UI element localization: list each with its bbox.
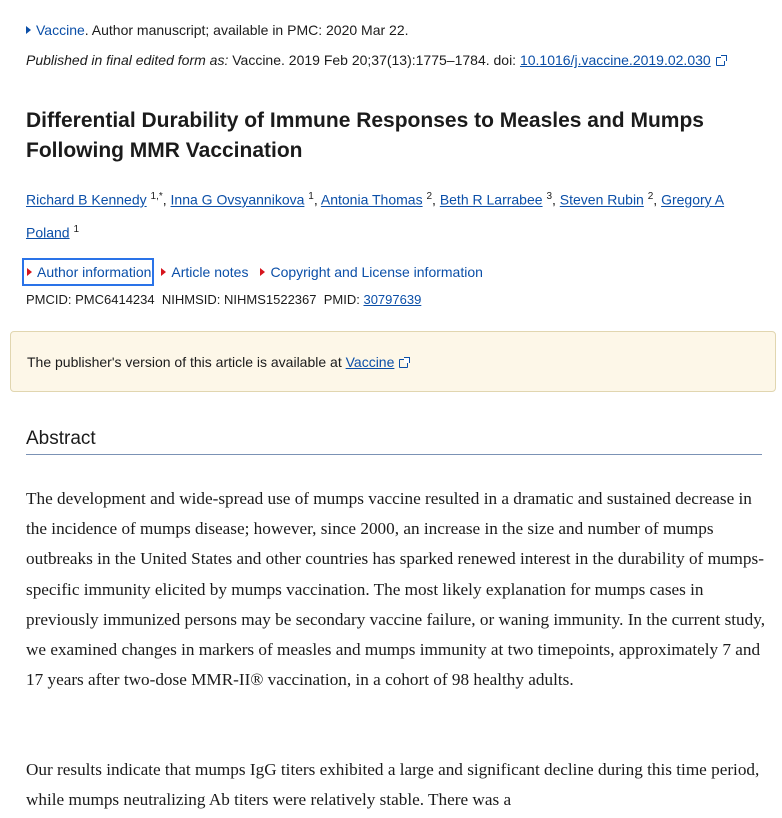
citation: Vaccine. 2019 Feb 20;37(13):1775–1784. doi:: [228, 52, 520, 68]
article-info-tabs: [22, 258, 490, 286]
abstract-paragraph: Our results indicate that mumps IgG titers exhibited a large and significant decline during this time period, while mumps neutralizing Ab titers were relatively stable. There was a: [26, 760, 760, 810]
doi-link[interactable]: 10.1016/j.vaccine.2019.02.030: [519, 52, 711, 68]
author-affiliation: 3: [546, 191, 552, 202]
author-information-toggle[interactable]: [22, 258, 154, 286]
publisher-link[interactable]: Vaccine: [345, 354, 395, 370]
author-information-label: Author information: [37, 264, 152, 280]
pmcid-label: PMCID:: [26, 292, 72, 307]
copyright-toggle[interactable]: [255, 258, 487, 286]
author-link[interactable]: Inna G Ovsyannikova: [170, 191, 305, 208]
author-link[interactable]: Beth R Larrabee: [439, 191, 543, 208]
external-link-icon: [716, 57, 725, 66]
author-link[interactable]: Gregory A Poland: [26, 191, 725, 241]
article-identifiers: [26, 290, 421, 310]
publisher-version-notice: [10, 331, 776, 392]
author-affiliation: 1,*: [150, 191, 163, 202]
nihmsid-value: NIHMS1522367: [223, 292, 317, 307]
article-notes-label: Article notes: [171, 264, 249, 280]
triangle-right-icon: [26, 26, 31, 34]
journal-link[interactable]: Vaccine: [36, 22, 85, 38]
article-title: Differential Durability of Immune Responses to Measles and Mumps Following MMR Vaccination: [26, 109, 704, 162]
author-link[interactable]: Antonia Thomas: [320, 191, 423, 208]
manuscript-note: . Author manuscript; available in PMC: 2020 Mar 22.: [84, 22, 409, 38]
author-link[interactable]: Steven Rubin: [559, 191, 644, 208]
copyright-label: Copyright and License information: [270, 264, 483, 280]
author-affiliation: 1: [73, 223, 80, 235]
pmcid-value: PMC6414234: [75, 292, 155, 307]
author-link[interactable]: Richard B Kennedy: [26, 191, 147, 208]
article-notes-toggle[interactable]: [156, 258, 253, 286]
author-affiliation: 2: [647, 191, 654, 202]
published-line: [26, 50, 725, 70]
author-affiliation: 1: [308, 191, 314, 202]
manuscript-line: [26, 20, 409, 40]
abstract-paragraph: The development and wide-spread use of mumps vaccine resulted in a dramatic and sustained decrease in the incidence of mumps disease; however, since 2000, an increase in the size and number of mumps outbreaks in the United States and other countries has sparked renewed interest in the durability of mumps-specific immunity elicited by mumps vaccination. The most likely explanation for mumps cases in previously immunized persons may be secondary vaccine failure, or waning immunity. In the current study, we examined changes in markers of measles and mumps immunity at two timepoints, approximately 7 and 17 years after two-dose MMR-II® vaccination, in a cohort of 98 healthy adults.: [26, 489, 766, 690]
pmid-link[interactable]: 30797639: [363, 292, 422, 307]
nihmsid-label: NIHMSID:: [161, 292, 221, 307]
notice-message: The publisher's version of this article is available at: [27, 354, 346, 370]
author-affiliation: 2: [426, 191, 433, 202]
pmid-label: PMID:: [323, 292, 360, 307]
abstract-heading: Abstract: [26, 426, 762, 455]
triangle-right-icon: [161, 268, 166, 276]
triangle-right-icon: [260, 268, 265, 276]
notice-text: [27, 352, 408, 372]
external-link-icon: [399, 359, 408, 368]
author-list: Richard B Kennedy $^{1,*}$, Inna G Ovsyannikova $^1$, Antonia Thomas $^2$, Beth R Larrabee $^3$, Steven Rubin $^2$, Gregory A Poland $^1$: [26, 191, 725, 241]
triangle-right-icon: [27, 268, 32, 276]
published-label: Published in final edited form as:: [26, 52, 229, 68]
